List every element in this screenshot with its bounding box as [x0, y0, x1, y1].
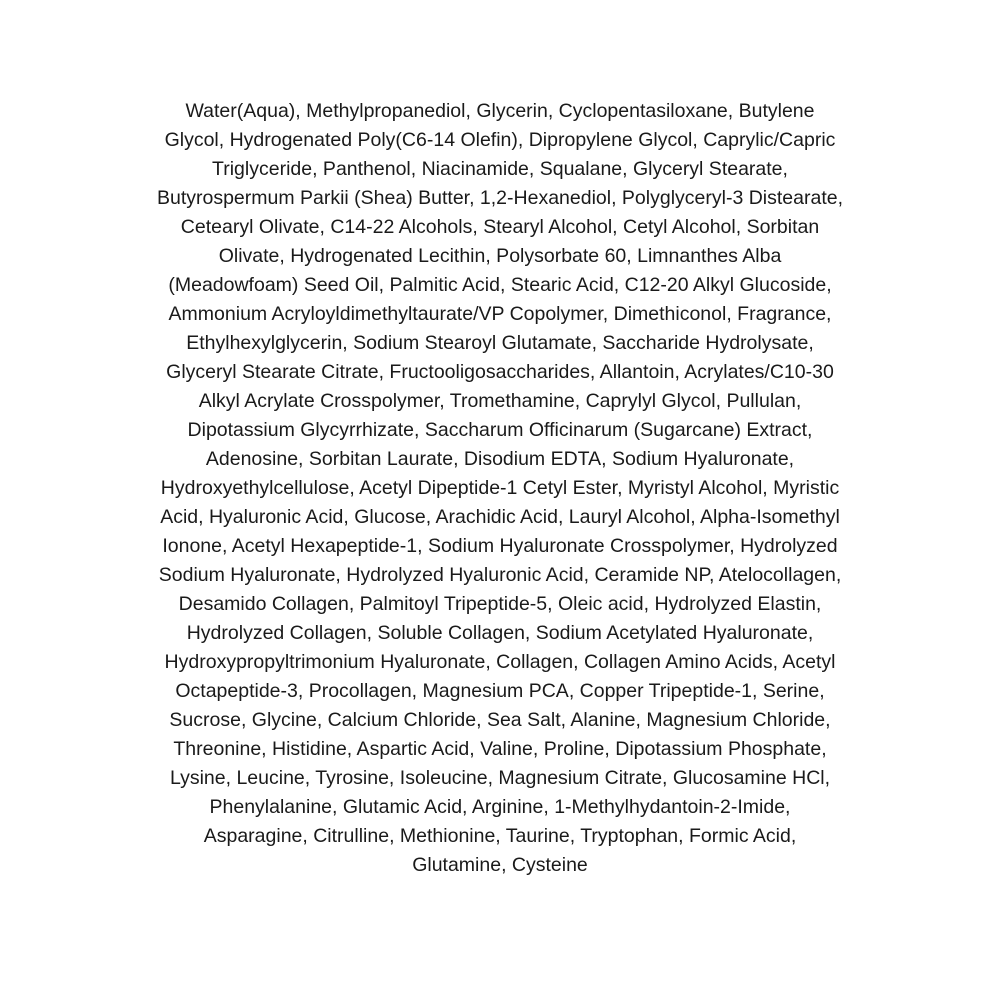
- ingredient-line: Ethylhexylglycerin, Sodium Stearoyl Glutamate, Saccharide Hydrolysate,: [186, 332, 814, 354]
- ingredient-line: Water(Aqua), Methylpropanediol, Glycerin, Cyclopentasiloxane, Butylene: [185, 100, 815, 122]
- ingredient-line: Lysine, Leucine, Tyrosine, Isoleucine, Magnesium Citrate, Glucosamine HCl,: [169, 767, 831, 789]
- ingredient-line: Phenylalanine, Glutamic Acid, Arginine, 1-Methylhydantoin-2-Imide,: [209, 796, 791, 818]
- ingredient-line: Glycol, Hydrogenated Poly(C6-14 Olefin), Dipropylene Glycol, Caprylic/Capric: [164, 129, 836, 151]
- ingredient-line: Threonine, Histidine, Aspartic Acid, Valine, Proline, Dipotassium Phosphate,: [173, 738, 827, 760]
- ingredient-line: Ionone, Acetyl Hexapeptide-1, Sodium Hyaluronate Crosspolymer, Hydrolyzed: [162, 535, 838, 557]
- ingredient-line: Ammonium Acryloyldimethyltaurate/VP Copolymer, Dimethiconol, Fragrance,: [168, 303, 832, 325]
- ingredient-line: Sucrose, Glycine, Calcium Chloride, Sea Salt, Alanine, Magnesium Chloride,: [169, 709, 831, 731]
- ingredient-line: Sodium Hyaluronate, Hydrolyzed Hyaluronic Acid, Ceramide NP, Atelocollagen,: [158, 564, 842, 586]
- ingredient-line: Hydrolyzed Collagen, Soluble Collagen, Sodium Acetylated Hyaluronate,: [186, 622, 814, 644]
- ingredient-line: Cetearyl Olivate, C14-22 Alcohols, Stearyl Alcohol, Cetyl Alcohol, Sorbitan: [180, 216, 820, 238]
- ingredient-line: Alkyl Acrylate Crosspolymer, Tromethamine, Caprylyl Glycol, Pullulan,: [198, 390, 802, 412]
- ingredient-line: Glutamine, Cysteine: [412, 854, 588, 876]
- ingredient-line: Desamido Collagen, Palmitoyl Tripeptide-5, Oleic acid, Hydrolyzed Elastin,: [178, 593, 822, 615]
- ingredient-line: Glyceryl Stearate Citrate, Fructooligosaccharides, Allantoin, Acrylates/C10-30: [166, 361, 834, 383]
- ingredient-line: Adenosine, Sorbitan Laurate, Disodium EDTA, Sodium Hyaluronate,: [205, 448, 795, 470]
- ingredient-line: Asparagine, Citrulline, Methionine, Taurine, Tryptophan, Formic Acid,: [203, 825, 797, 847]
- ingredient-list: [80, 97, 920, 880]
- ingredient-line: (Meadowfoam) Seed Oil, Palmitic Acid, Stearic Acid, C12-20 Alkyl Glucoside,: [168, 274, 832, 296]
- ingredient-line: Butyrospermum Parkii (Shea) Butter, 1,2-Hexanediol, Polyglyceryl-3 Distearate,: [156, 187, 844, 209]
- ingredient-line: Triglyceride, Panthenol, Niacinamide, Squalane, Glyceryl Stearate,: [212, 158, 788, 180]
- ingredient-line: Dipotassium Glycyrrhizate, Saccharum Officinarum (Sugarcane) Extract,: [187, 419, 813, 441]
- ingredient-line: Olivate, Hydrogenated Lecithin, Polysorbate 60, Limnanthes Alba: [218, 245, 782, 267]
- ingredient-line: Hydroxypropyltrimonium Hyaluronate, Collagen, Collagen Amino Acids, Acetyl: [164, 651, 836, 673]
- ingredient-line: Octapeptide-3, Procollagen, Magnesium PCA, Copper Tripeptide-1, Serine,: [175, 680, 825, 702]
- ingredient-line: Acid, Hyaluronic Acid, Glucose, Arachidic Acid, Lauryl Alcohol, Alpha-Isomethyl: [160, 506, 840, 528]
- ingredient-line: Hydroxyethylcellulose, Acetyl Dipeptide-1 Cetyl Ester, Myristyl Alcohol, Myristic: [160, 477, 840, 499]
